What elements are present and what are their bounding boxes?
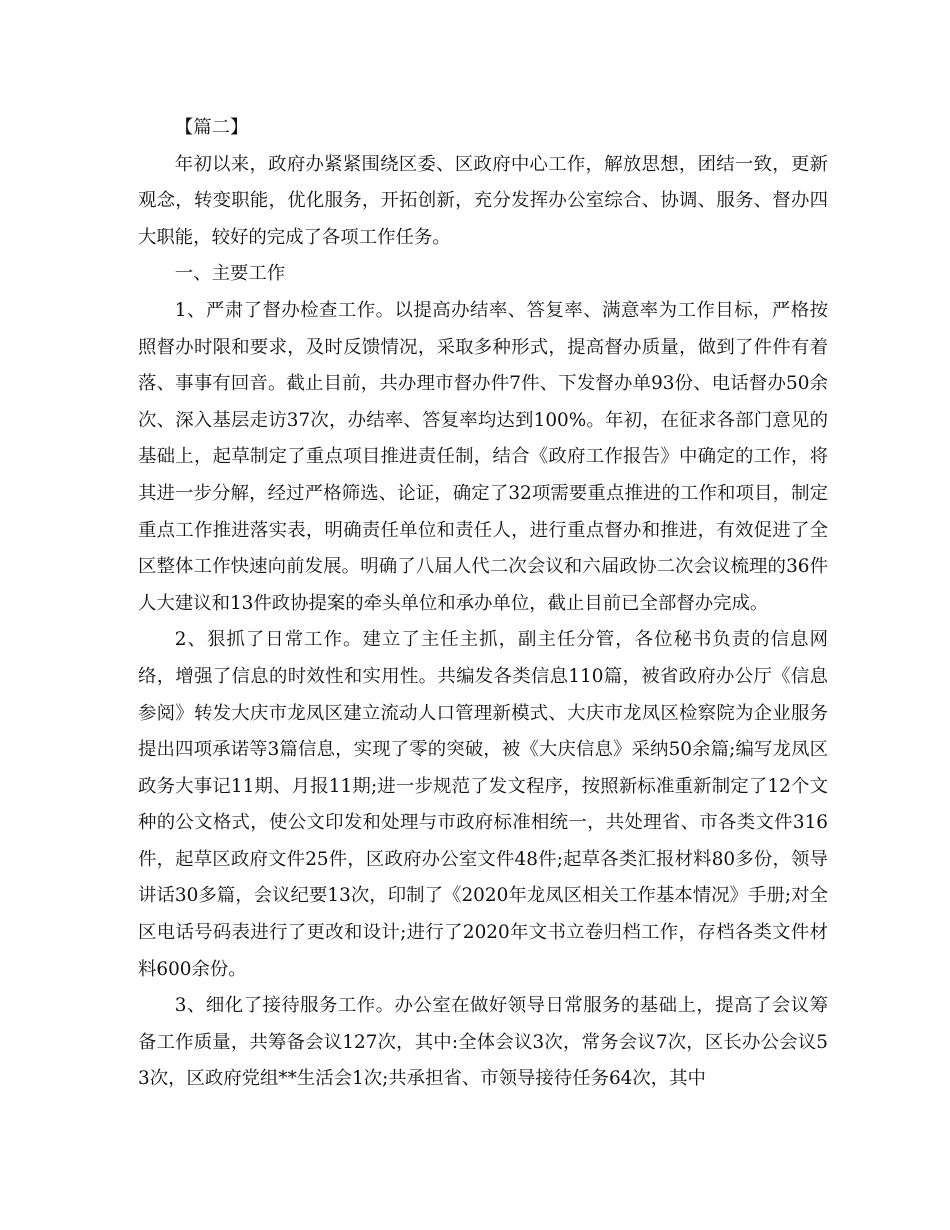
paragraph-daily-work: 2、狠抓了日常工作。建立了主任主抓，副主任分管，各位秘书负责的信息网络，增强了信息的时效性和实用性。共编发各类信息110篇，被省政府办公厅《信息参阅》转发大庆市龙凤区建立流动人口管理新模式、大庆市龙凤区检察院为企业服务提出四项承诺等3篇信息，实现了零的突破，被《大庆信息》采纳50余篇;编写龙凤区政务大事记11期、月报11期;进一步规范了发文程序，按照新标准重新制定了12个文种的公文格式，使公文印发和处理与市政府标准相统一，共处理省、市各类文件316件，起草区政府文件25件，区政府办公室文件48件;起草各类汇报材料80多份，领导讲话30多篇，会议纪要13次，印制了《2020年龙凤区相关工作基本情况》手册;对全区电话号码表进行了更改和设计;进行了2020年文书立卷归档工作，存档各类文件材料600余份。 [138, 629, 828, 980]
paragraph-reception-service: 3、细化了接待服务工作。办公室在做好领导日常服务的基础上，提高了会议筹备工作质量，共筹备会议127次，其中:全体会议3次，常务会议7次，区长办公会议53次，区政府党组**生活会1次;共承担省、市领导接待任务64次，其中 [138, 995, 828, 1090]
section-heading-main-work: 一、主要工作 [174, 263, 286, 285]
section-label: 【篇二】 [174, 117, 249, 138]
document-body [138, 110, 828, 1098]
paragraph-supervision-work: 1、严肃了督办检查工作。以提高办结率、答复率、满意率为工作目标，严格按照督办时限和要求，及时反馈情况，采取多种形式，提高督办质量，做到了件件有着落、事事有回音。截止目前，共办理市督办件7件、下发督办单93份、电话督办50余次、深入基层走访37次，办结率、答复率均达到100%。年初，在征求各部门意见的基础上，起草制定了重点项目推进责任制，结合《政府工作报告》中确定的工作，将其进一步分解，经过严格筛选、论证，确定了32项需要重点推进的工作和项目，制定重点工作推进落实表，明确责任单位和责任人，进行重点督办和推进，有效促进了全区整体工作快速向前发展。明确了八届人代二次会议和六届政协二次会议梳理的36件人大建议和13件政协提案的牵头单位和承办单位，截止目前已全部督办完成。 [138, 299, 828, 614]
intro-paragraph: 年初以来，政府办紧紧围绕区委、区政府中心工作，解放思想，团结一致，更新观念，转变职能，优化服务，开拓创新，充分发挥办公室综合、协调、服务、督办四大职能，较好的完成了各项工作任务。 [138, 153, 828, 248]
